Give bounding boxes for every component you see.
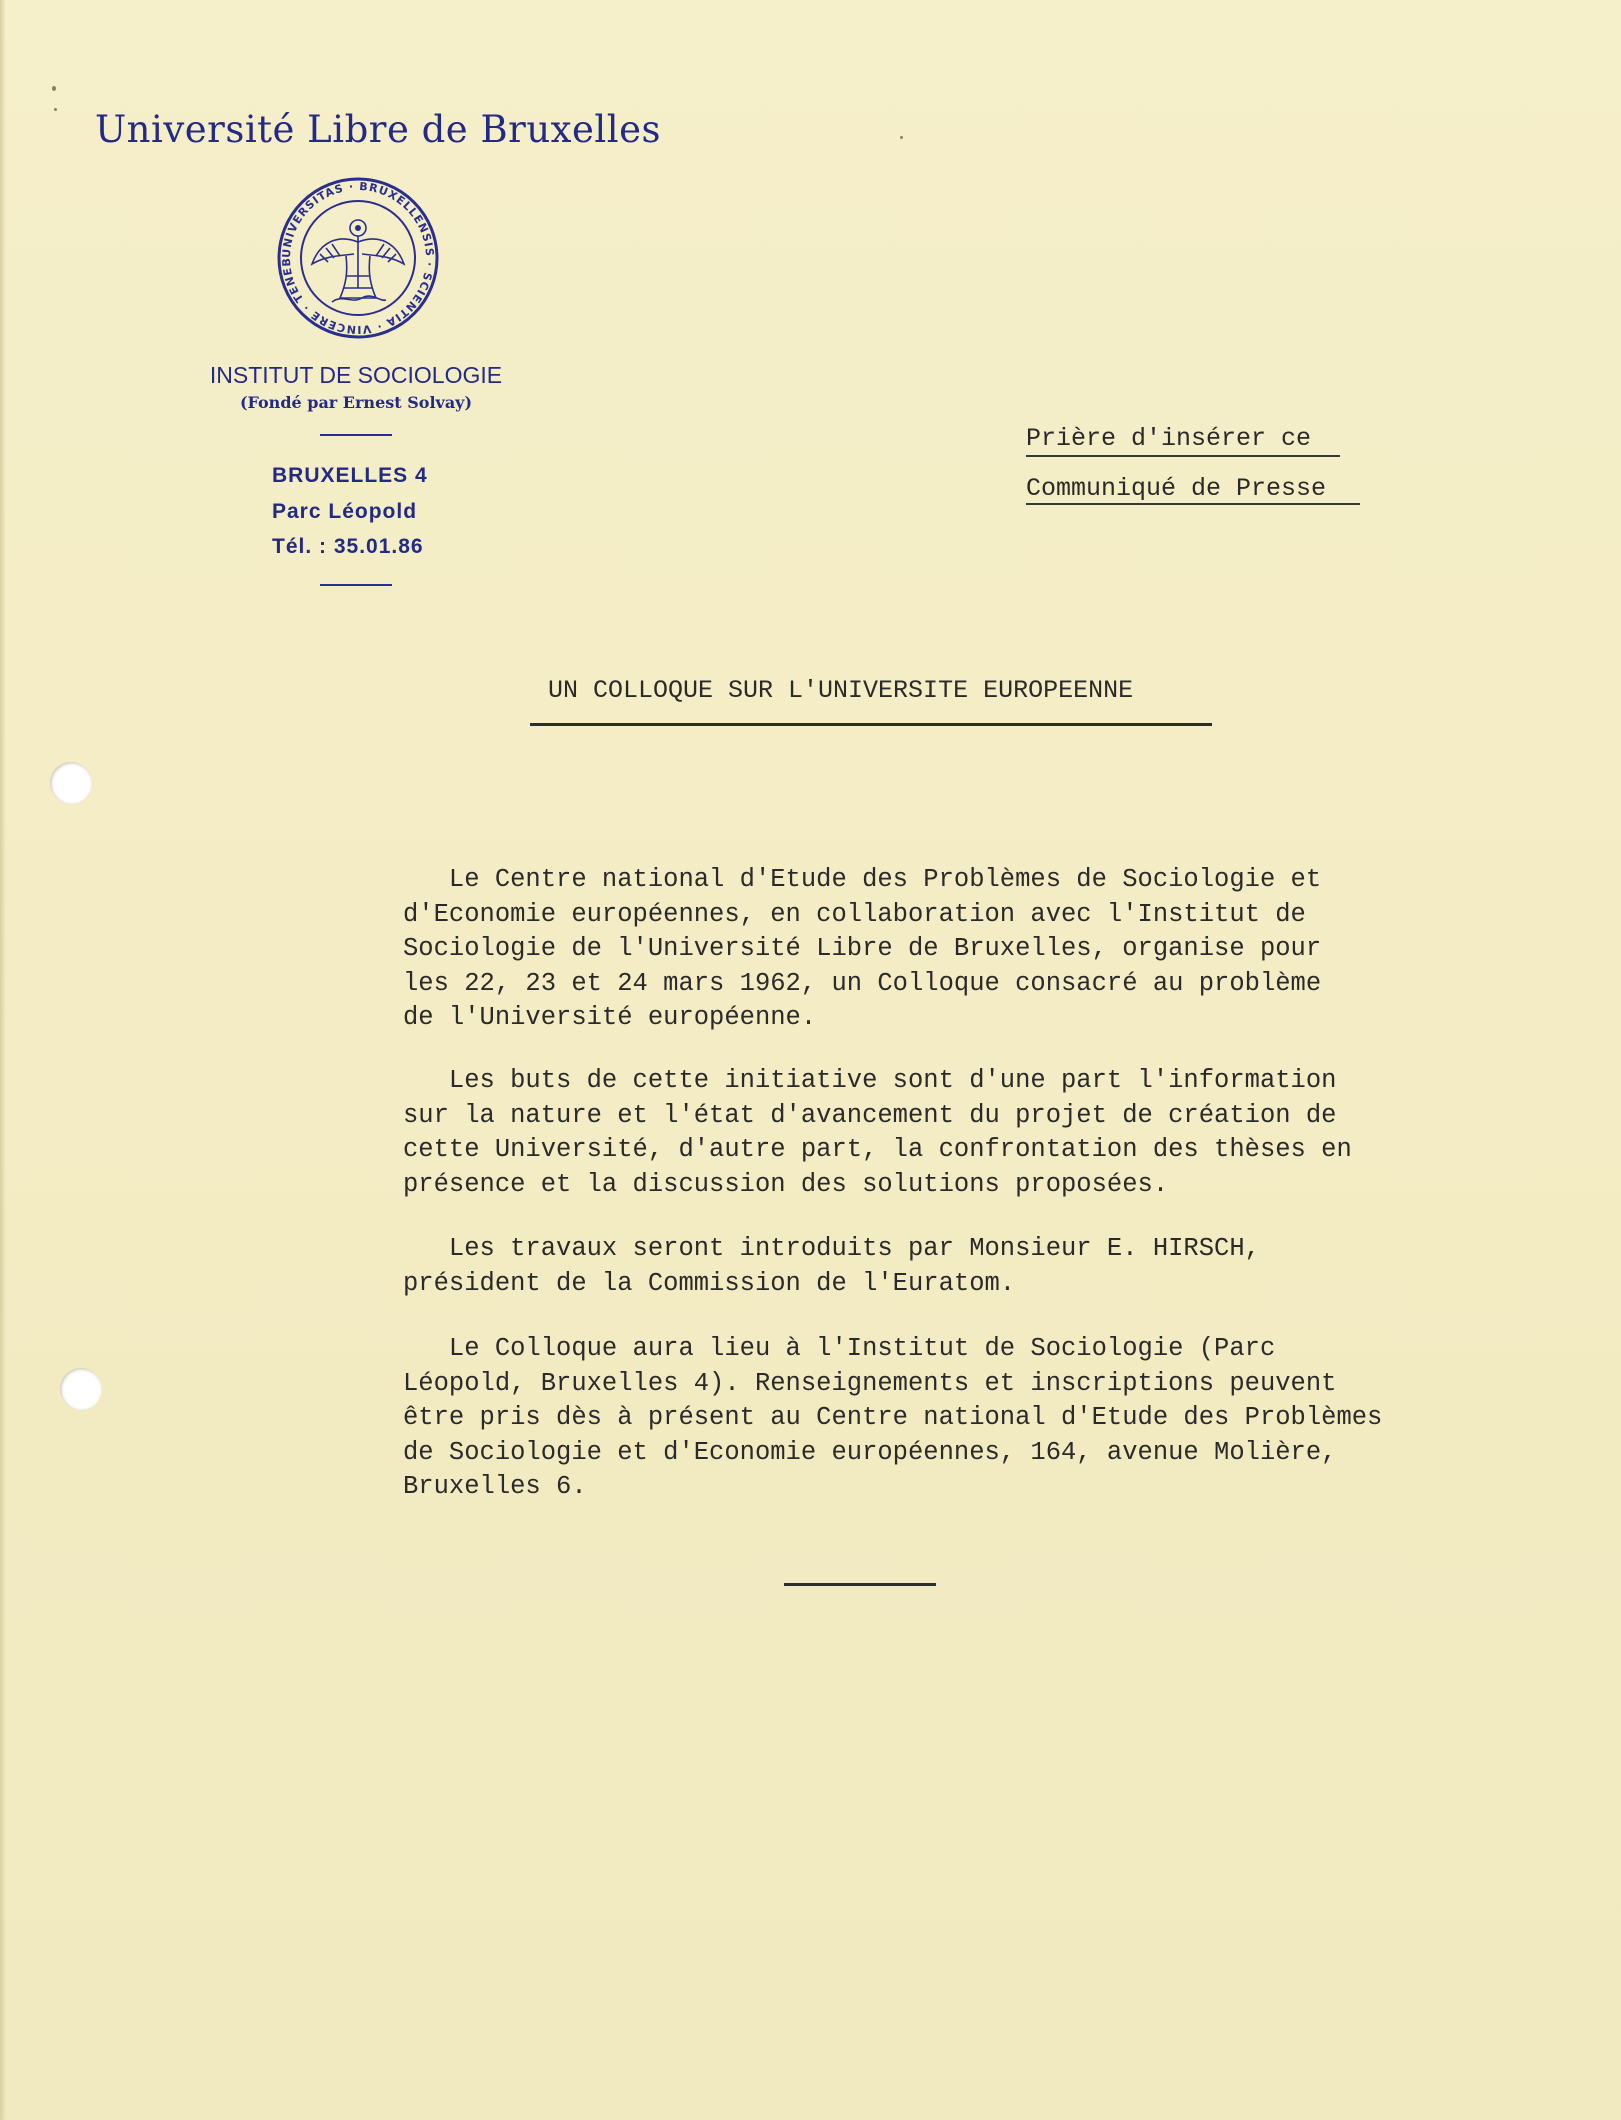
paragraph-line: les 22, 23 et 24 mars 1962, un Colloque consacré au problème xyxy=(403,968,1322,998)
paragraph-line: Le Colloque aura lieu à l'Institut de Sociologie (Parc xyxy=(403,1334,1276,1363)
press-notice-line-1: Prière d'insérer ce xyxy=(1026,424,1312,453)
paragraph-2 xyxy=(403,1064,1352,1202)
paragraph-line: Bruxelles 6. xyxy=(403,1472,587,1501)
document-heading: UN COLLOQUE SUR L'UNIVERSITE EUROPEENNE xyxy=(548,676,1134,705)
press-notice-underline-1 xyxy=(1026,455,1340,457)
closing-rule xyxy=(784,1583,936,1586)
paper-speck xyxy=(54,108,57,111)
paper-edge-shadow xyxy=(0,0,6,2120)
university-name: Université Libre de Bruxelles xyxy=(95,108,661,151)
paragraph-line: cette Université, d'autre part, la confrontation des thèses en xyxy=(403,1135,1352,1164)
paper-speck xyxy=(52,86,56,91)
paragraph-line: être pris dès à présent au Centre national d'Etude des Problèmes xyxy=(403,1403,1383,1432)
paragraph-4 xyxy=(403,1332,1382,1505)
founder-note: (Fondé par Ernest Solvay) xyxy=(239,393,473,412)
svg-text:UNIVERSITAS · BRUXELLENSIS · S: UNIVERSITAS · BRUXELLENSIS · SCIENTIA · VINCERE · TENEB xyxy=(279,179,437,337)
university-seal-icon xyxy=(276,176,440,340)
paragraph-line: Léopold, Bruxelles 4). Renseignements et inscriptions peuvent xyxy=(403,1368,1337,1398)
paragraph-line: Sociologie de l'Université Libre de Bruxelles, organise pour xyxy=(403,934,1322,963)
punch-hole-upper xyxy=(50,762,92,804)
paragraph-line: d'Economie européennes, en collaboration avec l'Institut de xyxy=(403,899,1306,929)
press-notice-underline-2 xyxy=(1026,503,1360,505)
punch-hole-lower xyxy=(60,1368,102,1410)
paragraph-3 xyxy=(403,1232,1260,1301)
address-phone: Tél. : 35.01.86 xyxy=(272,535,424,558)
paragraph-line: Les travaux seront introduits par Monsieur E. HIRSCH, xyxy=(403,1234,1260,1263)
paragraph-line: président de la Commission de l'Euratom. xyxy=(403,1268,1016,1298)
paragraph-1 xyxy=(403,863,1321,1036)
press-notice-line-2: Communiqué de Presse xyxy=(1026,474,1327,503)
paragraph-line: de l'Université européenne. xyxy=(403,1003,817,1032)
paragraph-line: Les buts de cette initiative sont d'une part l'information xyxy=(403,1066,1337,1095)
paper-speck xyxy=(900,136,903,139)
institute-name: INSTITUT DE SOCIOLOGIE xyxy=(209,362,503,388)
paragraph-line: de Sociologie et d'Economie européennes, 164, avenue Molière, xyxy=(403,1437,1337,1467)
paragraph-line: présence et la discussion des solutions proposées. xyxy=(403,1169,1169,1199)
letterhead-divider-bottom xyxy=(320,584,392,586)
address-city: BRUXELLES 4 xyxy=(272,464,428,487)
paragraph-line: sur la nature et l'état d'avancement du projet de création de xyxy=(403,1100,1337,1130)
heading-underline xyxy=(530,723,1212,726)
letterhead-divider-top xyxy=(320,434,392,436)
address-street: Parc Léopold xyxy=(272,500,418,523)
paragraph-line: Le Centre national d'Etude des Problèmes de Sociologie et xyxy=(403,865,1322,894)
